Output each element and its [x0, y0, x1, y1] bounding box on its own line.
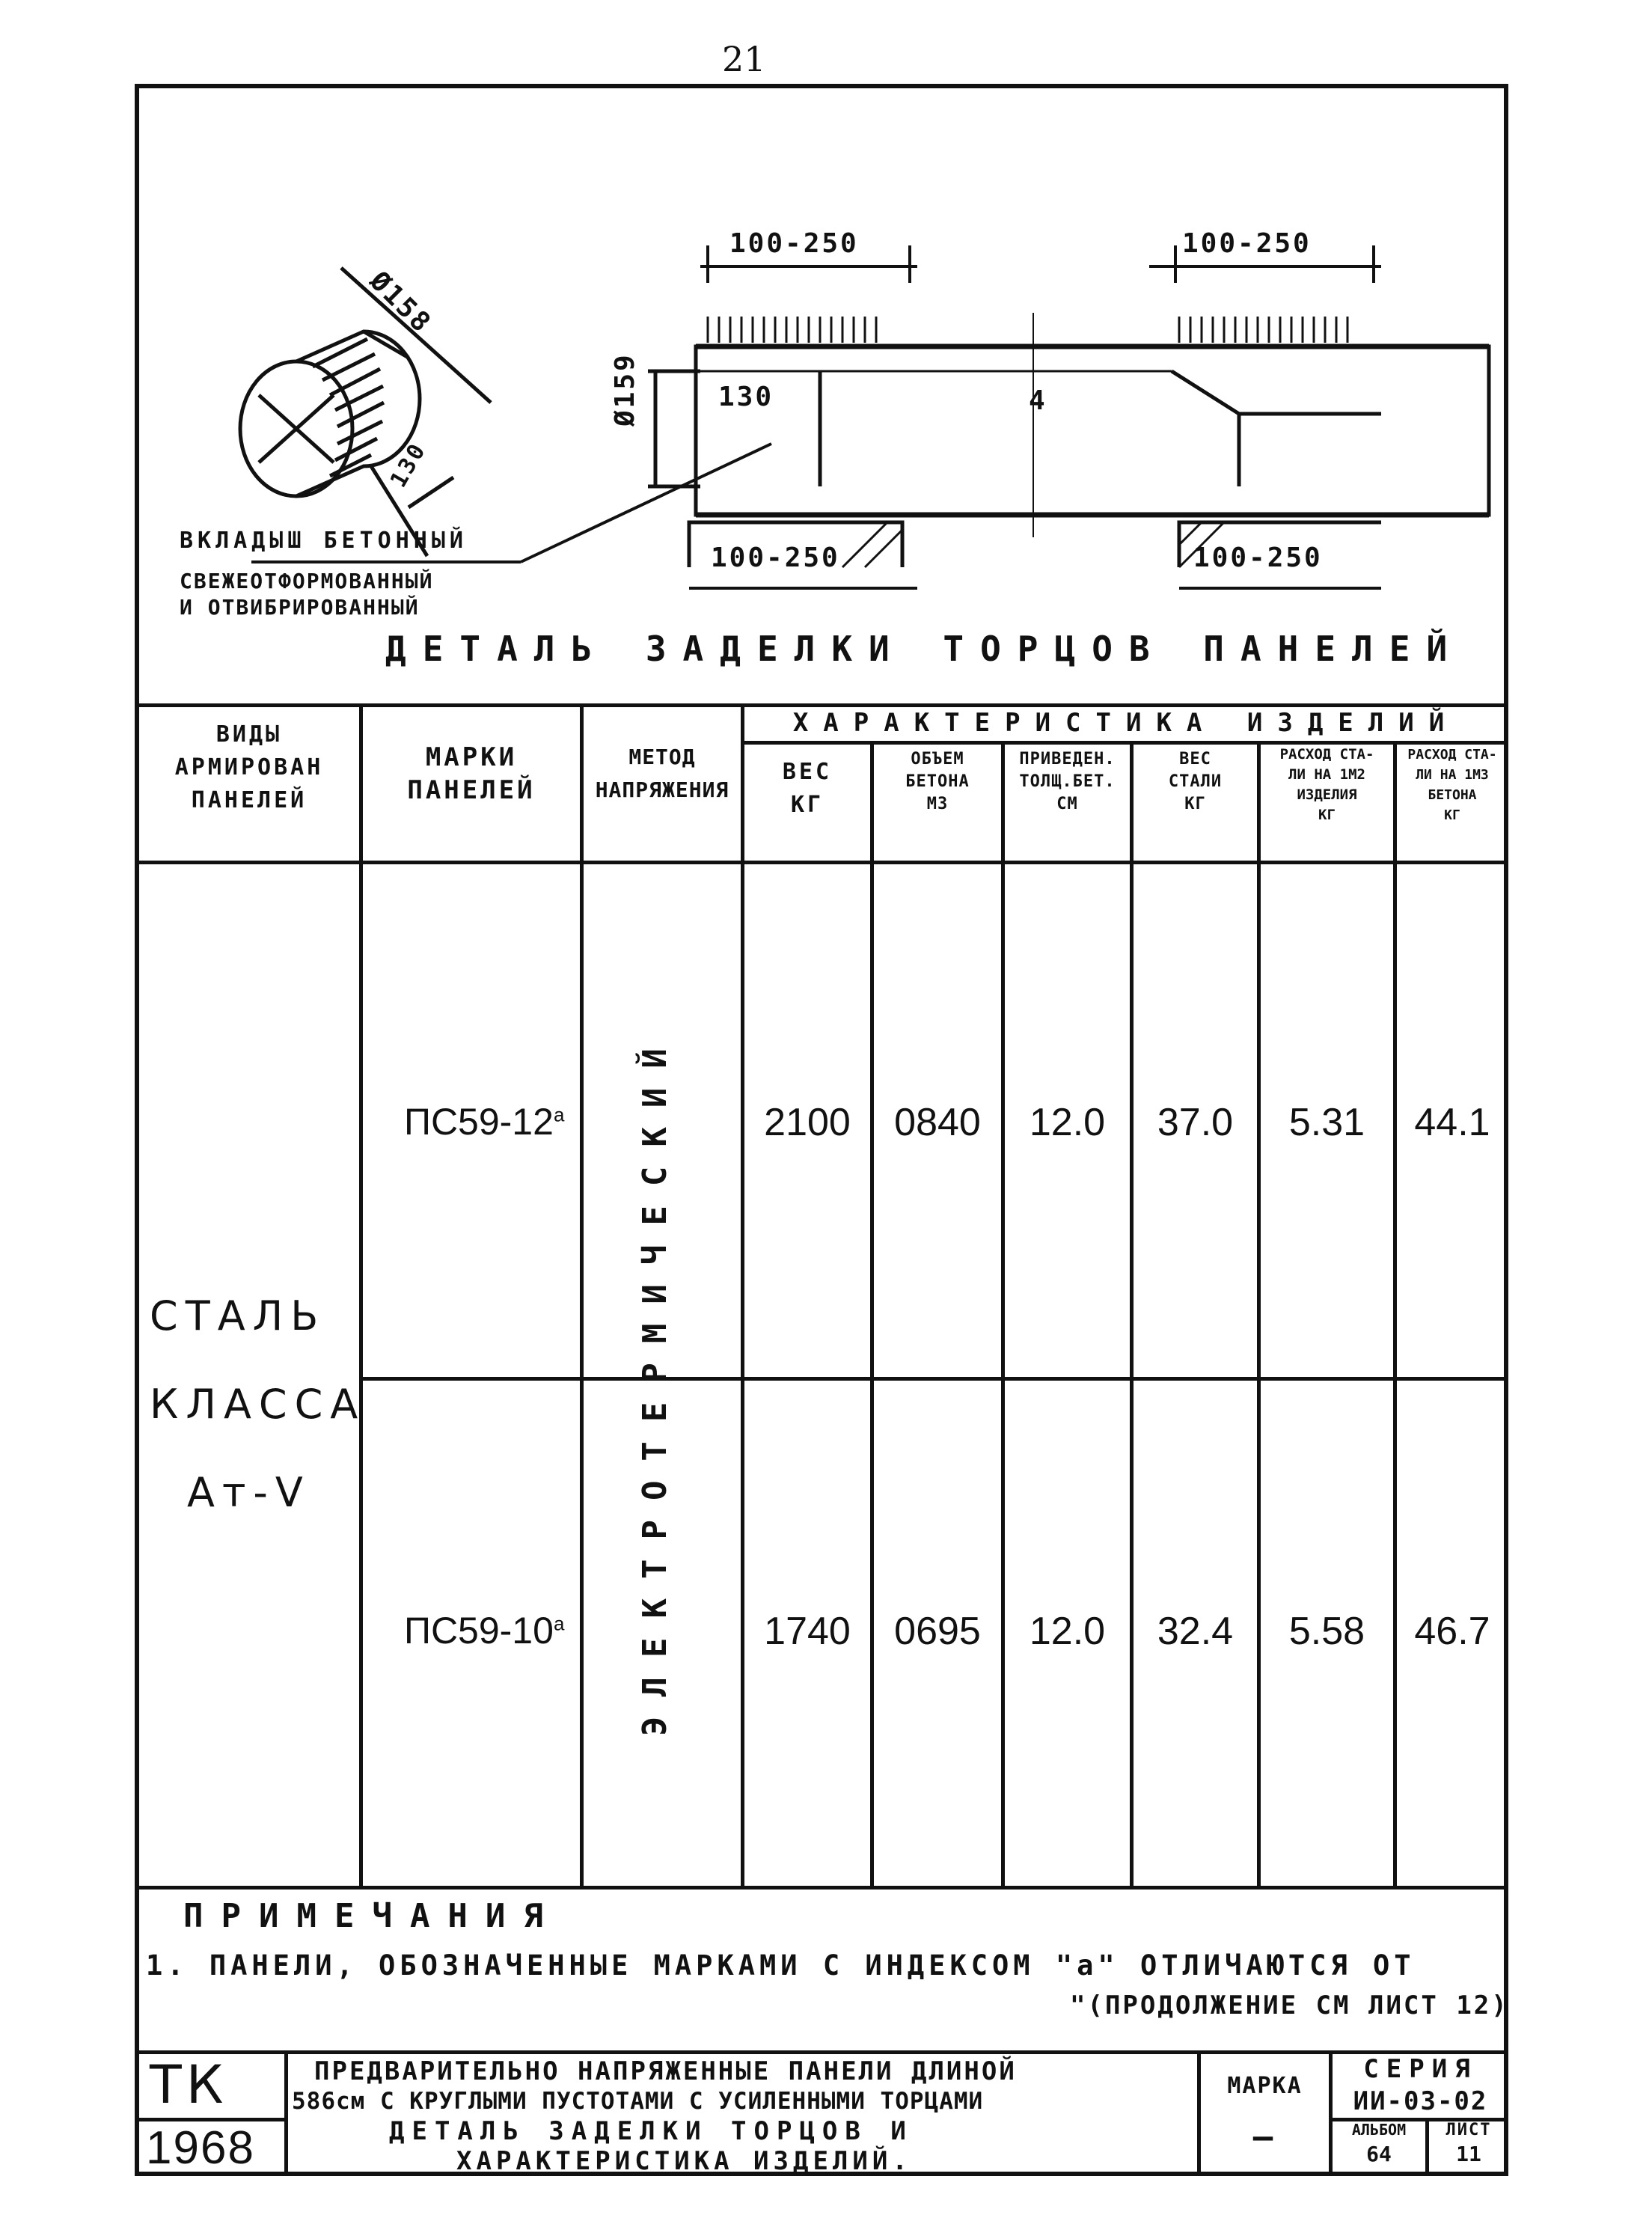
title-block-series-label: СЕРИЯ — [1363, 2054, 1478, 2084]
header-steel-weight — [1134, 748, 1257, 816]
header-line: ПРИВЕДЕН. — [1019, 750, 1116, 769]
col-line-3 — [741, 703, 744, 1887]
header-line: СТАЛИ — [1168, 772, 1223, 791]
dim-top-right: 100-250 — [1182, 228, 1312, 259]
dim-insert: 130 — [385, 438, 432, 492]
title-block-line-1 — [284, 2050, 288, 2176]
title-block-marka-label: МАРКА — [1227, 2073, 1303, 2099]
header-line: КГ — [790, 792, 825, 818]
notes-line-1: 1. ПАНЕЛИ, ОБОЗНАЧЕННЫЕ МАРКАМИ С ИНДЕКСОМ "а" ОТЛИЧАЮТСЯ ОТ — [146, 1949, 1416, 1982]
dim-bottom-left: 100-250 — [711, 543, 840, 573]
header-line: ПАНЕЛЕЙ — [191, 787, 308, 813]
header-line: ЛИ НА 1М3 — [1416, 767, 1489, 783]
header-line: БЕТОНА — [1428, 787, 1477, 803]
panel-elevation — [648, 313, 1489, 537]
title-block-line-2 — [1197, 2050, 1201, 2176]
dim-bottom-right: 100-250 — [1193, 543, 1323, 573]
row-1-steel-weight: 37.0 — [1157, 1101, 1234, 1144]
title-block-sheet-label: ЛИСТ — [1446, 2121, 1492, 2139]
center-mark: 4 — [1029, 385, 1047, 416]
title-block-series-value: ИИ-03-02 — [1353, 2086, 1488, 2116]
header-line: СМ — [1056, 795, 1078, 813]
header-line: ОБЪЕМ — [911, 750, 964, 769]
table-bottom-border — [135, 1886, 1508, 1890]
insert-label-1: ВКЛАДЫШ БЕТОННЫЙ — [180, 528, 468, 554]
header-line: М3 — [926, 795, 949, 813]
steel-class-line: КЛАССА — [150, 1381, 366, 1428]
header-panel-marks — [363, 741, 580, 807]
steel-class-line: Ат-V — [187, 1469, 310, 1516]
row-divider — [361, 1377, 1508, 1381]
col-line-4 — [870, 741, 874, 1887]
row-2-steel-weight: 32.4 — [1157, 1610, 1234, 1653]
header-line: РАСХОД СТА- — [1407, 747, 1497, 763]
dim-height: Ø159 — [610, 352, 640, 427]
header-line: ЛИ НА 1М2 — [1288, 766, 1365, 783]
title-block-org: ТК — [150, 2054, 228, 2116]
header-reinforcement-type — [139, 718, 359, 817]
header-line: КГ — [1318, 807, 1336, 823]
title-block-marka-value: — — [1252, 2118, 1277, 2156]
notes-heading: ПРИМЕЧАНИЯ — [183, 1897, 561, 1935]
insert-label-3: И ОТВИБРИРОВАННЫЙ — [180, 595, 420, 620]
insert-label-2: СВЕЖЕОТФОРМОВАННЫЙ — [180, 569, 434, 593]
header-line: КГ — [1444, 807, 1460, 823]
row-2-steel-per-m3: 46.7 — [1414, 1610, 1490, 1653]
header-line: ИЗДЕЛИЯ — [1297, 786, 1357, 803]
col-line-8 — [1393, 741, 1397, 1887]
header-product-characteristics: ХАРАКТЕРИСТИКА ИЗДЕЛИЙ — [792, 708, 1460, 738]
title-line: ХАРАКТЕРИСТИКА ИЗДЕЛИЙ. — [456, 2146, 912, 2176]
header-concrete-volume — [874, 748, 1001, 816]
col-line-5 — [1001, 741, 1005, 1887]
title-line: 586см С КРУГЛЫМИ ПУСТОТАМИ С УСИЛЕННЫМИ ТОРЦАМИ — [292, 2088, 984, 2115]
header-line: ВЕС — [782, 759, 833, 785]
header-steel-per-m3 — [1397, 745, 1508, 825]
title-line: ПРЕДВАРИТЕЛЬНО НАПРЯЖЕННЫЕ ПАНЕЛИ ДЛИНОЙ — [314, 2056, 1017, 2086]
row-2-reduced-thickness: 12.0 — [1029, 1610, 1106, 1653]
drawing-title: ДЕТАЛЬ ЗАДЕЛКИ ТОРЦОВ ПАНЕЛЕЙ — [385, 629, 1464, 669]
steel-class — [150, 1272, 365, 1537]
col-line-2 — [580, 703, 584, 1887]
dim-top-left: 100-250 — [729, 228, 859, 259]
header-steel-per-m2 — [1261, 745, 1393, 825]
row-2-concrete-volume: 0695 — [894, 1610, 981, 1653]
header-line: ВИДЫ — [215, 721, 283, 748]
title-block-title — [292, 2056, 1017, 2176]
title-block-year: 1968 — [146, 2122, 255, 2174]
col-line-7 — [1257, 741, 1261, 1887]
row-1-weight: 2100 — [764, 1101, 851, 1144]
notes-line-2: "(ПРОДОЛЖЕНИЕ СМ ЛИСТ 12) — [1070, 1991, 1509, 2020]
col-line-6 — [1130, 741, 1134, 1887]
header-line: КГ — [1184, 795, 1206, 813]
title-block-album-value: 64 — [1366, 2142, 1392, 2166]
row-1-reduced-thickness: 12.0 — [1029, 1101, 1106, 1144]
steel-class-line: СТАЛЬ — [150, 1292, 326, 1339]
row-1-concrete-volume: 0840 — [894, 1101, 981, 1144]
header-line: ПАНЕЛЕЙ — [407, 775, 536, 805]
row-1-steel-per-m2: 5.31 — [1288, 1101, 1365, 1144]
header-line: РАСХОД СТА- — [1279, 746, 1374, 763]
panel-mark: ПС59-10 — [404, 1610, 554, 1652]
row-2-steel-per-m2: 5.58 — [1288, 1610, 1365, 1653]
header-line: АРМИРОВАН — [174, 754, 324, 780]
header-line: НАПРЯЖЕНИЯ — [595, 778, 729, 802]
panel-mark: ПС59-12 — [404, 1101, 554, 1143]
header-reduced-thickness — [1005, 748, 1130, 816]
row-2-weight: 1740 — [764, 1610, 851, 1653]
panel-mark-suffix: а — [553, 1103, 565, 1126]
header-line: БЕТОНА — [905, 772, 970, 791]
header-tension-method — [584, 741, 741, 807]
cylinder-insert-icon — [240, 268, 491, 556]
table-row-1-mark — [404, 1100, 564, 1143]
header-line: МАРКИ — [425, 742, 518, 772]
header-line: ВЕС — [1179, 750, 1211, 769]
dim-inner: 130 — [718, 382, 774, 412]
table-row-2-mark — [404, 1609, 564, 1652]
header-weight — [744, 756, 870, 822]
title-block-album-label: АЛЬБОМ — [1351, 2121, 1407, 2139]
header-bottom-border — [135, 861, 1508, 864]
title-line: ДЕТАЛЬ ЗАДЕЛКИ ТОРЦОВ И — [389, 2116, 914, 2146]
title-block-top-border — [135, 2050, 1508, 2054]
tension-method: ЭЛЕКТРОТЕРМИЧЕСКИЙ — [636, 1029, 674, 1736]
dim-diameter: Ø158 — [364, 266, 438, 340]
page-number: 21 — [722, 39, 766, 79]
row-1-steel-per-m3: 44.1 — [1414, 1101, 1490, 1144]
header-line: МЕТОД — [628, 745, 696, 769]
header-line: ТОЛЩ.БЕТ. — [1019, 772, 1116, 791]
title-block-sheet-value: 11 — [1456, 2142, 1481, 2166]
panel-mark-suffix: а — [553, 1612, 565, 1635]
